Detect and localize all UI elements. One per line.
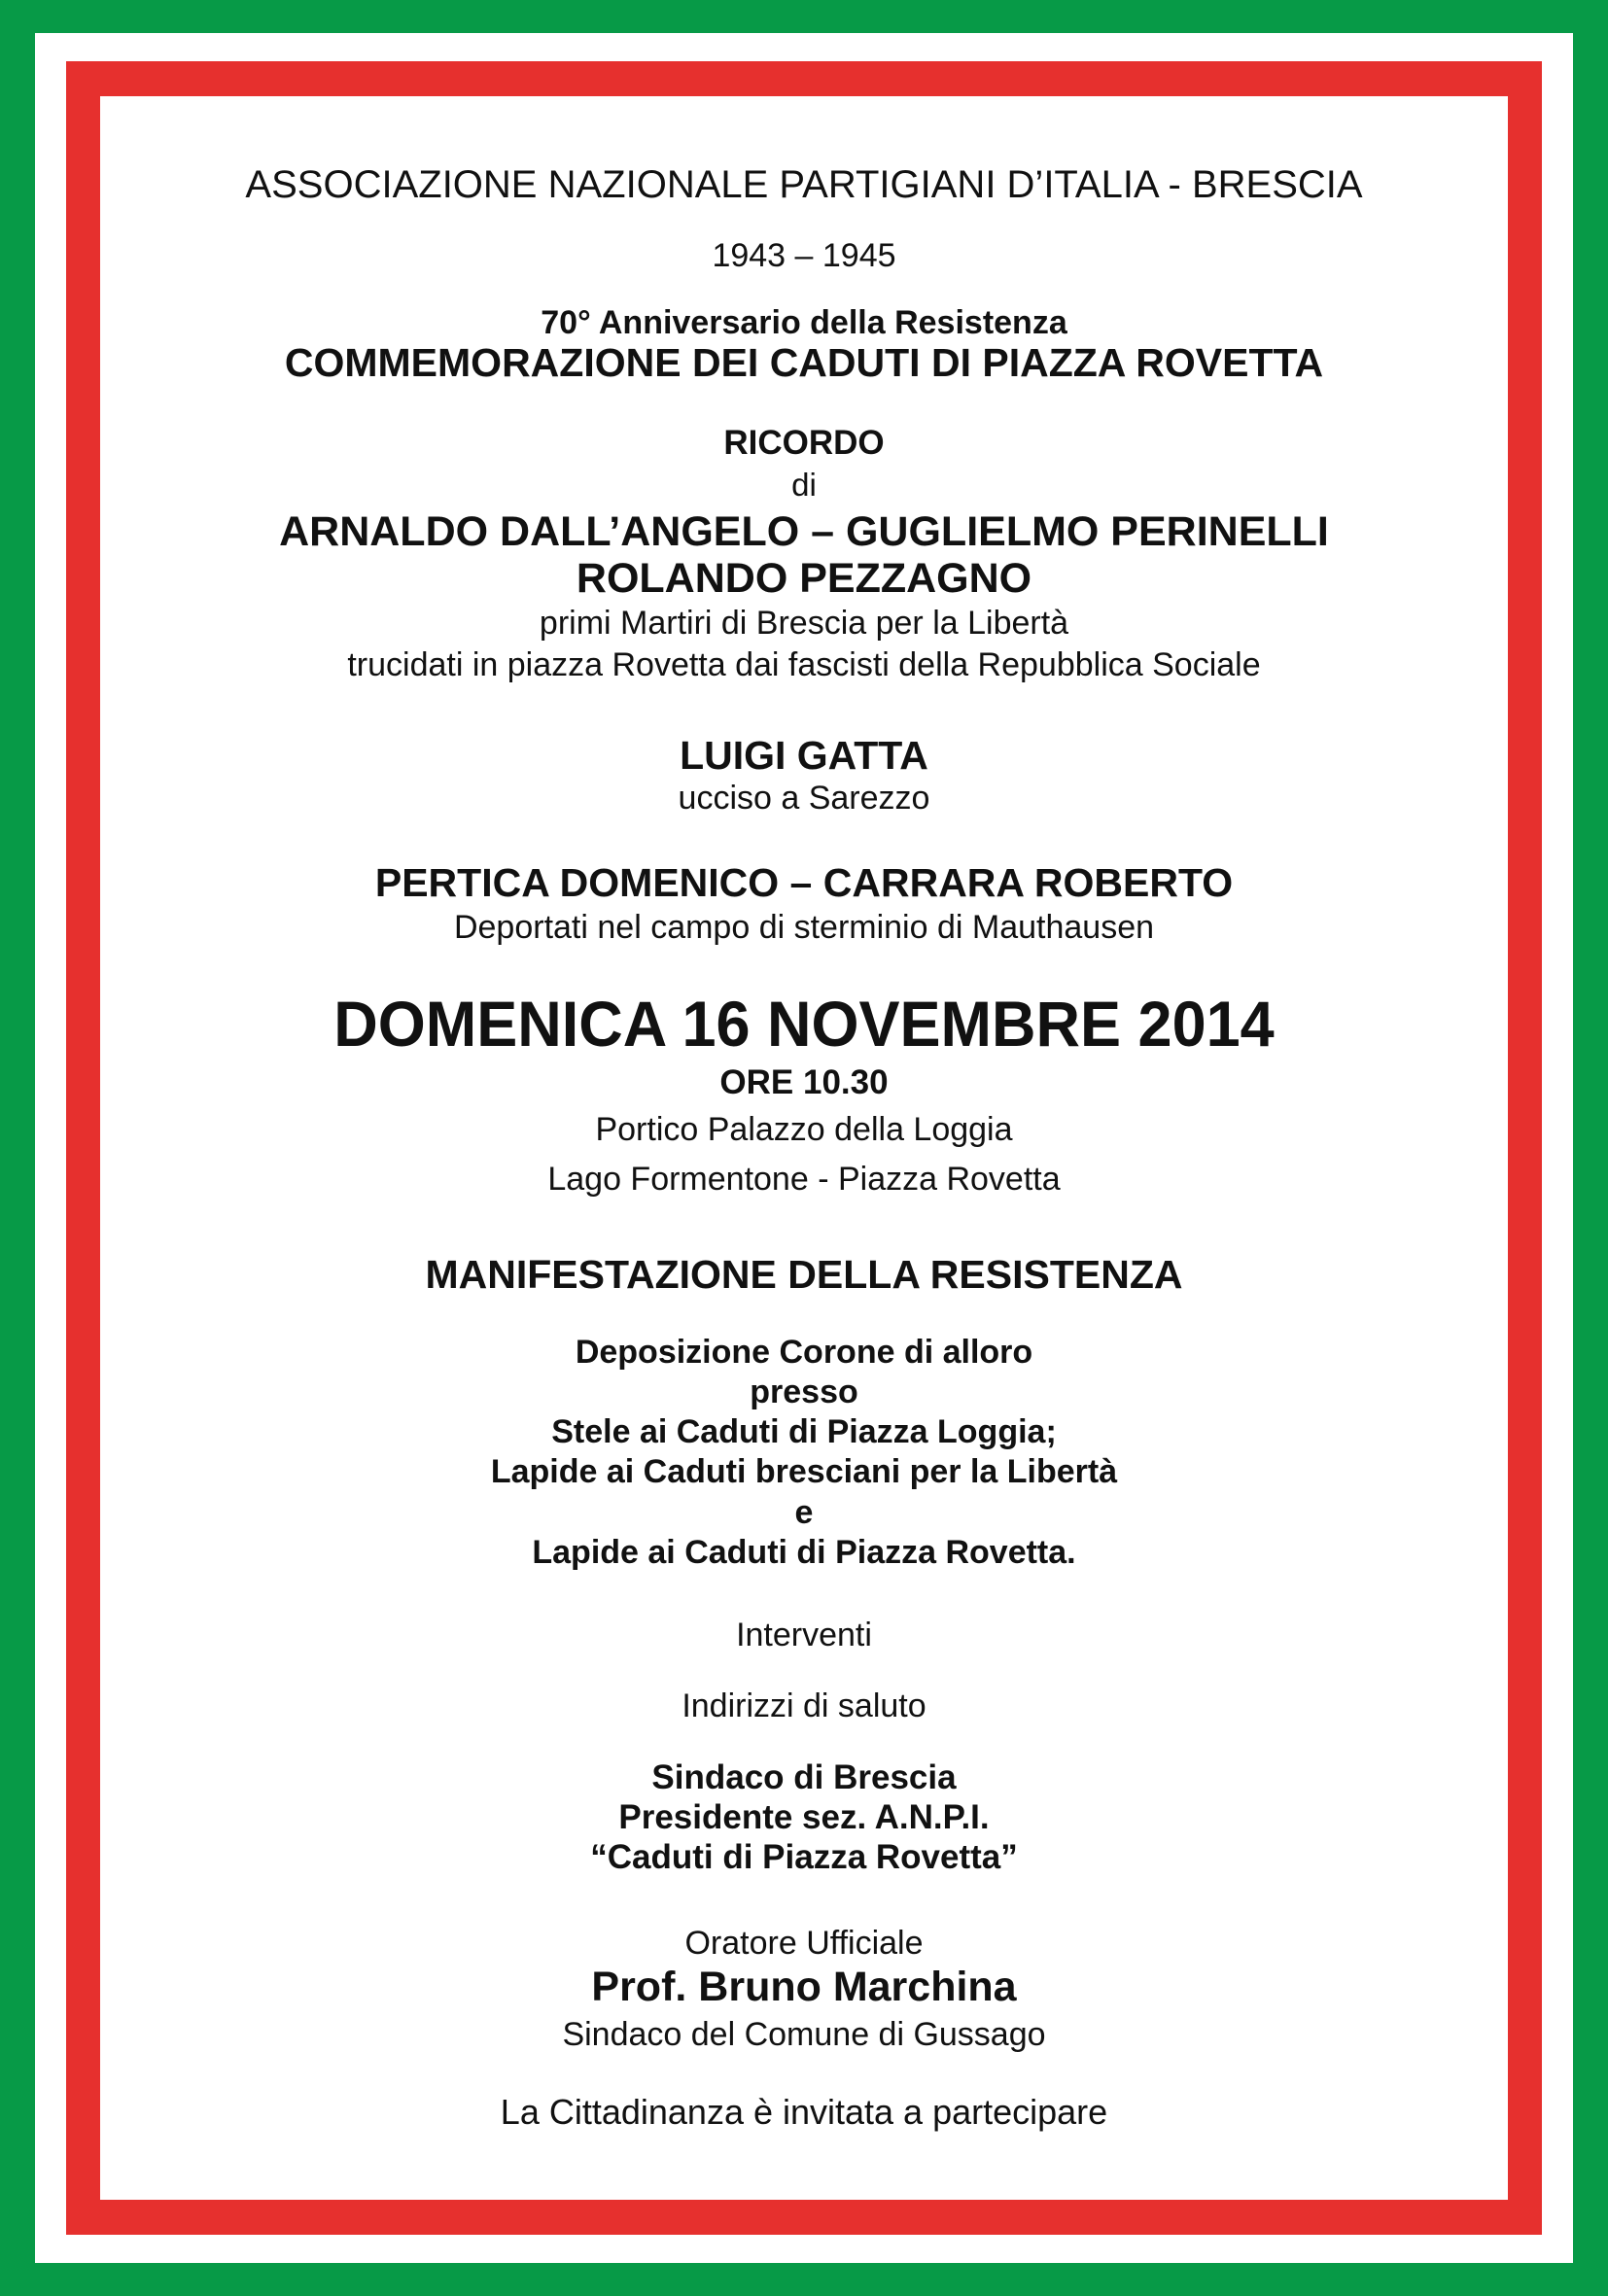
association-heading: ASSOCIAZIONE NAZIONALE PARTIGIANI D’ITALIA - BRESCIA xyxy=(245,163,1363,206)
deported-description: Deportati nel campo di sterminio di Mauthausen xyxy=(453,909,1155,946)
program-line: Lapide ai Caduti bresciani per la Libertà xyxy=(490,1453,1118,1490)
speaker-line: Presidente sez. A.N.P.I. xyxy=(618,1798,990,1836)
martyrs-names-line2: ROLANDO PEZZAGNO xyxy=(576,555,1032,602)
speaker-line: “Caduti di Piazza Rovetta” xyxy=(590,1838,1018,1876)
di-label: di xyxy=(791,467,817,503)
program-line: e xyxy=(794,1494,814,1531)
program-line: Lapide ai Caduti di Piazza Rovetta. xyxy=(532,1534,1076,1571)
event-place-line1: Portico Palazzo della Loggia xyxy=(595,1111,1013,1148)
indirizzi-label: Indirizzi di saluto xyxy=(682,1687,926,1724)
program-line: Deposizione Corone di alloro xyxy=(575,1334,1033,1371)
event-place-line2: Lago Formentone - Piazza Rovetta xyxy=(547,1161,1061,1198)
invitation-text: La Cittadinanza è invitata a partecipare xyxy=(500,2092,1108,2132)
anniversary-subtitle: 70° Anniversario della Resistenza xyxy=(541,304,1067,341)
gatta-description: ucciso a Sarezzo xyxy=(678,780,930,817)
martyrs-description-line2: trucidati in piazza Rovetta dai fascisti della Repubblica Sociale xyxy=(347,646,1261,683)
deported-names: PERTICA DOMENICO – CARRARA ROBERTO xyxy=(374,860,1234,905)
oratore-name: Prof. Bruno Marchina xyxy=(591,1964,1017,2010)
program-line: Stele ai Caduti di Piazza Loggia; xyxy=(551,1413,1057,1450)
poster-content xyxy=(100,96,1508,2200)
event-time: ORE 10.30 xyxy=(719,1063,889,1101)
martyrs-names-line1: ARNALDO DALL’ANGELO – GUGLIELMO PERINELLI xyxy=(279,508,1329,555)
event-date: DOMENICA 16 NOVEMBRE 2014 xyxy=(333,989,1275,1061)
oratore-role: Sindaco del Comune di Gussago xyxy=(562,2016,1046,2053)
ricordo-label: RICORDO xyxy=(723,424,885,462)
martyrs-description-line1: primi Martiri di Brescia per la Libertà xyxy=(539,605,1069,642)
oratore-label: Oratore Ufficiale xyxy=(684,1925,924,1962)
program-line: presso xyxy=(750,1374,858,1410)
program-title: MANIFESTAZIONE DELLA RESISTENZA xyxy=(425,1252,1183,1297)
interventi-label: Interventi xyxy=(736,1617,872,1653)
gatta-name: LUIGI GATTA xyxy=(680,733,928,778)
page-title: COMMEMORAZIONE DEI CADUTI DI PIAZZA ROVETTA xyxy=(284,340,1324,385)
speaker-line: Sindaco di Brescia xyxy=(651,1758,957,1796)
years: 1943 – 1945 xyxy=(712,237,896,274)
